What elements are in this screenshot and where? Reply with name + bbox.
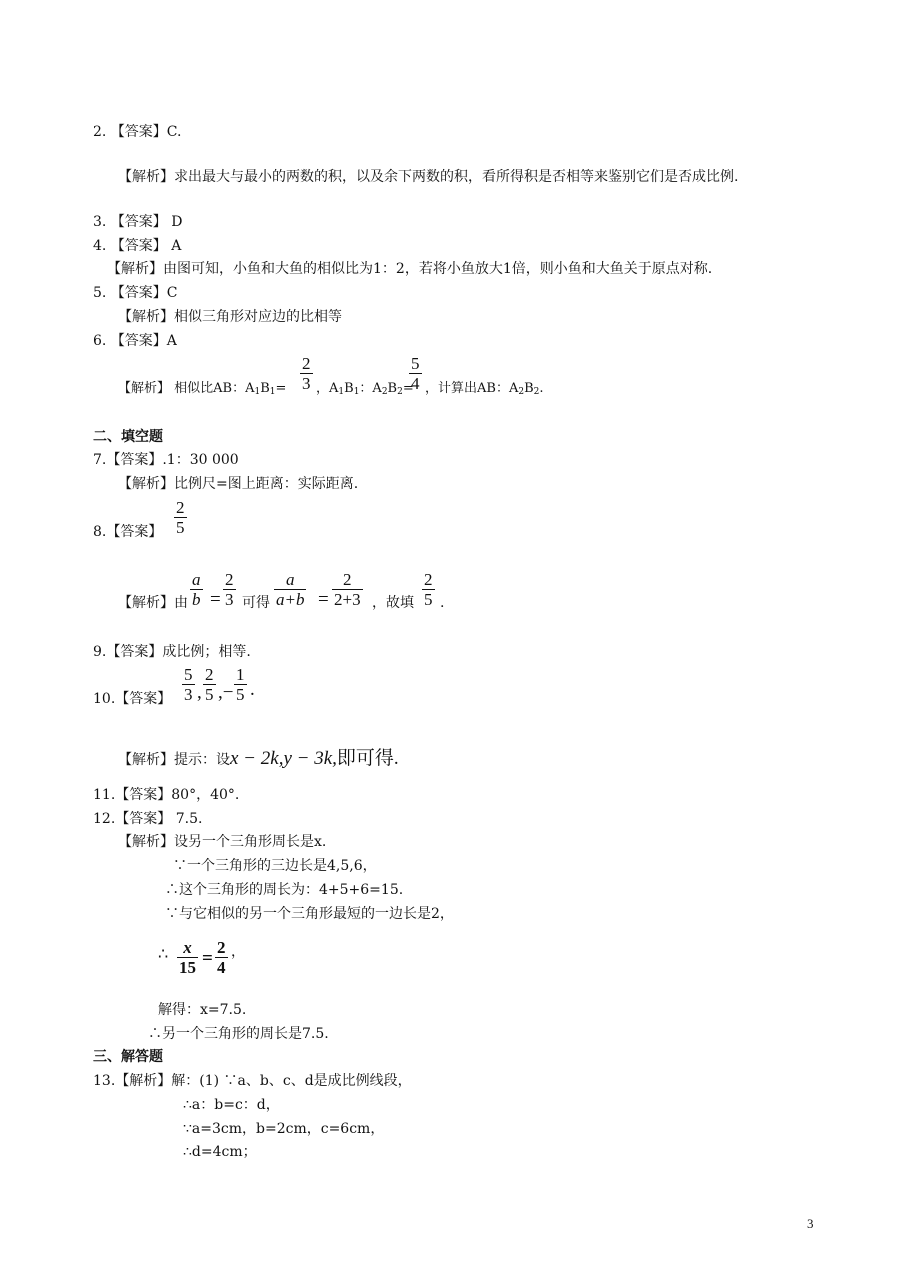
q8-equals-1: = <box>210 589 221 610</box>
q10-fraction-5-3: 5 3 <box>184 665 193 704</box>
q12-fraction-x-over-15: x 15 <box>179 938 196 977</box>
q12-explanation-line-1: 【解析】设另一个三角形周长是x. <box>118 834 327 850</box>
q12-explanation-line-6: ∴另一个三角形的周长是7.5. <box>148 1026 329 1042</box>
q12-explanation-line-3: ∴这个三角形的周长为：4+5+6=15. <box>165 882 404 898</box>
q9-answer: 9.【答案】成比例；相等. <box>93 644 251 660</box>
q8-fraction-a-over-b: a b <box>192 570 201 609</box>
q3-answer: 3. 【答案】 D <box>93 214 183 230</box>
q13-line-2: ∴a：b=c：d， <box>183 1097 280 1113</box>
q8-explanation-mid: 可得 <box>242 595 270 611</box>
q12-comma: ， <box>231 944 245 960</box>
q8-answer-fraction: 2 5 <box>176 498 185 537</box>
q8-fraction-2-over-2-plus-3: 2 2+3 <box>334 570 361 609</box>
q4-answer: 4. 【答案】 A <box>93 238 182 254</box>
q6-explanation: 【解析】 相似比AB：$A_1B_1=$ <box>118 381 287 397</box>
q2-explanation: 【解析】求出最大与最小的两数的积，以及余下两数的积，看所得积是否相等来鉴别它们是否成比例. <box>118 169 739 185</box>
q8-answer: 8.【答案】 <box>93 524 163 540</box>
q10-fraction-2-5: 2 5 <box>205 665 214 704</box>
q6-explanation-mid: ，$A_1B_1$：$A_2B_2=$ <box>316 381 414 397</box>
q10-answer: 10.【答案】 <box>93 691 172 707</box>
q7-explanation: 【解析】比例尺=图上距离：实际距离. <box>118 476 359 492</box>
q7-answer: 7.【答案】.1：30 000 <box>93 452 239 468</box>
section-heading-fill-in: 二、填空题 <box>93 429 163 445</box>
q13-line-4: ∴d=4cm； <box>183 1144 257 1160</box>
q6-fraction-1: 2 3 <box>302 354 311 393</box>
section-heading-solutions: 三、解答题 <box>93 1049 163 1065</box>
q8-equals-2: = <box>318 589 329 610</box>
q6-fraction-2: 5 4 <box>411 354 420 393</box>
q5-answer: 5. 【答案】C <box>93 285 178 301</box>
q2-answer: 2. 【答案】C. <box>93 124 182 140</box>
q12-explanation-line-5: 解得：x=7.5. <box>158 1002 247 1018</box>
q13-line-1: 13.【解析】解：(1) ∵a、b、c、d是成比例线段， <box>93 1073 412 1089</box>
q8-explanation-end: . <box>440 595 445 611</box>
q10-explanation: 【解析】提示：设x − 2k,y − 3k,即可得. <box>118 748 399 769</box>
q8-explanation-fill: ，故填 <box>372 595 414 611</box>
q4-explanation: 【解析】由图可知，小鱼和大鱼的相似比为1：2，若将小鱼放大1倍，则小鱼和大鱼关于原点对称. <box>107 261 713 277</box>
q10-end: . <box>250 679 255 700</box>
q12-explanation-line-4: ∵与它相似的另一个三角形最短的一边长是2， <box>165 906 454 922</box>
q8-explanation-lead: 【解析】由 <box>118 595 188 611</box>
q12-answer: 12.【答案】 7.5. <box>93 811 203 827</box>
q10-sep-1: , <box>197 682 202 703</box>
q12-fraction-2-over-4: 2 4 <box>217 938 226 977</box>
q8-fraction-2-over-3: 2 3 <box>225 570 234 609</box>
q8-fraction-2-over-5: 2 5 <box>424 570 433 609</box>
page-number: 3 <box>807 1216 814 1231</box>
q10-sep-2: ,− <box>218 682 234 703</box>
q12-equals: = <box>202 948 213 969</box>
q5-explanation: 【解析】相似三角形对应边的比相等 <box>118 309 342 325</box>
q12-explanation-line-2: ∵一个三角形的三边长是4,5,6， <box>173 858 377 874</box>
q11-answer: 11.【答案】80°，40°. <box>93 787 240 803</box>
q10-fraction-1-5: 1 5 <box>236 665 245 704</box>
q13-line-3: ∵a=3cm，b=2cm，c=6cm， <box>183 1121 385 1137</box>
q8-fraction-a-over-a-plus-b: a a+b <box>276 570 305 609</box>
q6-answer: 6. 【答案】A <box>93 333 177 349</box>
q12-therefore-symbol: ∴ <box>158 944 169 963</box>
q6-explanation-end: ，计算出AB：$A_2B_2$. <box>425 381 544 397</box>
